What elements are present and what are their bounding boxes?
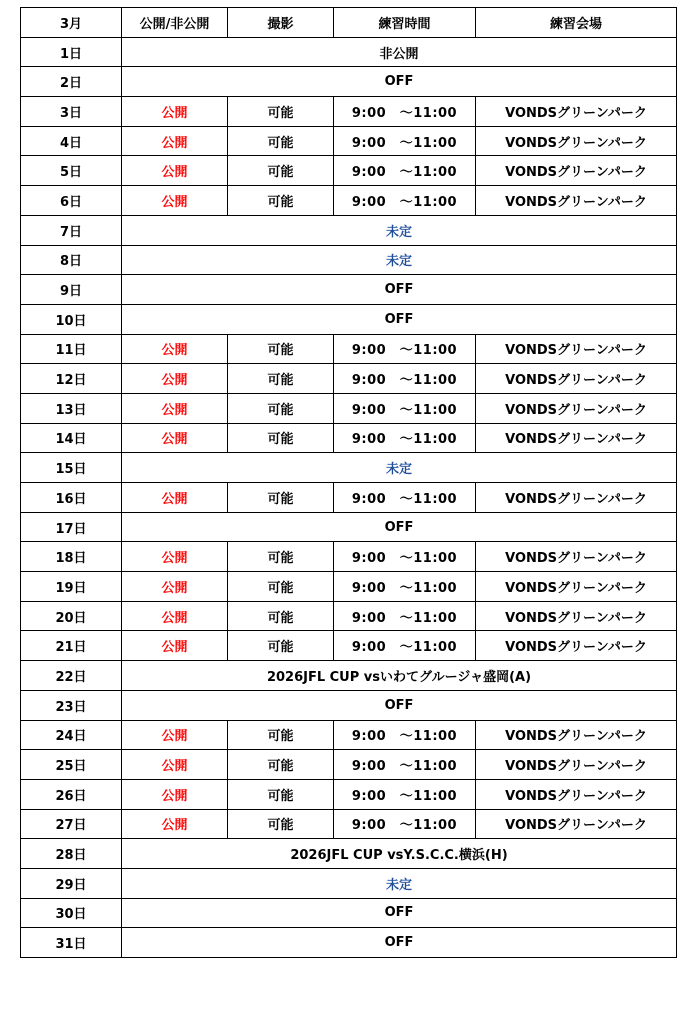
tbd-cell: 未定 xyxy=(122,215,677,245)
day-cell: 2日 xyxy=(21,67,122,97)
day-cell: 3日 xyxy=(21,97,122,127)
practice-time-cell: 9:00 ～11:00 xyxy=(334,750,476,780)
practice-time-cell: 9:00 ～11:00 xyxy=(334,186,476,216)
schedule-row xyxy=(21,126,677,156)
schedule-row xyxy=(21,275,677,305)
day-cell: 12日 xyxy=(21,364,122,394)
header-row xyxy=(21,8,677,38)
public-status-cell: 公開 xyxy=(122,156,228,186)
merged-note-cell: 2026JFL CUP vsいわてグルージャ盛岡(A) xyxy=(122,661,677,691)
day-cell: 22日 xyxy=(21,661,122,691)
photo-status-cell: 可能 xyxy=(228,393,334,423)
photo-status-cell: 可能 xyxy=(228,334,334,364)
schedule-row xyxy=(21,779,677,809)
practice-time-cell: 9:00 ～11:00 xyxy=(334,631,476,661)
schedule-row xyxy=(21,483,677,513)
schedule-row xyxy=(21,245,677,275)
public-status-cell: 公開 xyxy=(122,572,228,602)
practice-venue-cell: VONDSグリーンパーク xyxy=(476,156,677,186)
schedule-row xyxy=(21,423,677,453)
day-cell: 18日 xyxy=(21,542,122,572)
schedule-row xyxy=(21,67,677,97)
photo-status-cell: 可能 xyxy=(228,572,334,602)
photo-status-cell: 可能 xyxy=(228,483,334,513)
header-time: 練習時間 xyxy=(334,8,476,38)
day-cell: 19日 xyxy=(21,572,122,602)
day-cell: 5日 xyxy=(21,156,122,186)
tbd-cell: 未定 xyxy=(122,868,677,898)
merged-note-cell: 2026JFL CUP vsY.S.C.C.横浜(H) xyxy=(122,839,677,869)
photo-status-cell: 可能 xyxy=(228,601,334,631)
public-status-cell: 公開 xyxy=(122,364,228,394)
practice-venue-cell: VONDSグリーンパーク xyxy=(476,97,677,127)
schedule-row xyxy=(21,542,677,572)
schedule-row xyxy=(21,334,677,364)
day-cell: 28日 xyxy=(21,839,122,869)
practice-time-cell: 9:00 ～11:00 xyxy=(334,393,476,423)
photo-status-cell: 可能 xyxy=(228,126,334,156)
day-cell: 24日 xyxy=(21,720,122,750)
schedule-row xyxy=(21,750,677,780)
photo-status-cell: 可能 xyxy=(228,720,334,750)
day-cell: 9日 xyxy=(21,275,122,305)
schedule-row xyxy=(21,215,677,245)
public-status-cell: 公開 xyxy=(122,542,228,572)
practice-time-cell: 9:00 ～11:00 xyxy=(334,720,476,750)
photo-status-cell: 可能 xyxy=(228,779,334,809)
practice-venue-cell: VONDSグリーンパーク xyxy=(476,334,677,364)
day-cell: 20日 xyxy=(21,601,122,631)
practice-venue-cell: VONDSグリーンパーク xyxy=(476,809,677,839)
practice-time-cell: 9:00 ～11:00 xyxy=(334,809,476,839)
header-photo: 撮影 xyxy=(228,8,334,38)
practice-time-cell: 9:00 ～11:00 xyxy=(334,334,476,364)
public-status-cell: 公開 xyxy=(122,601,228,631)
day-cell: 30日 xyxy=(21,898,122,928)
schedule-row xyxy=(21,512,677,542)
header-public: 公開/非公開 xyxy=(122,8,228,38)
practice-time-cell: 9:00 ～11:00 xyxy=(334,423,476,453)
day-cell: 25日 xyxy=(21,750,122,780)
merged-note-cell: OFF xyxy=(122,928,677,958)
merged-note-cell: OFF xyxy=(122,67,677,97)
practice-venue-cell: VONDSグリーンパーク xyxy=(476,572,677,602)
photo-status-cell: 可能 xyxy=(228,542,334,572)
public-status-cell: 公開 xyxy=(122,393,228,423)
day-cell: 10日 xyxy=(21,304,122,334)
photo-status-cell: 可能 xyxy=(228,809,334,839)
day-cell: 29日 xyxy=(21,868,122,898)
photo-status-cell: 可能 xyxy=(228,750,334,780)
day-cell: 21日 xyxy=(21,631,122,661)
merged-note-cell: OFF xyxy=(122,512,677,542)
public-status-cell: 公開 xyxy=(122,631,228,661)
schedule-row xyxy=(21,304,677,334)
schedule-row xyxy=(21,868,677,898)
practice-venue-cell: VONDSグリーンパーク xyxy=(476,542,677,572)
day-cell: 8日 xyxy=(21,245,122,275)
day-cell: 7日 xyxy=(21,215,122,245)
public-status-cell: 公開 xyxy=(122,483,228,513)
public-status-cell: 公開 xyxy=(122,97,228,127)
photo-status-cell: 可能 xyxy=(228,423,334,453)
schedule-row xyxy=(21,720,677,750)
tbd-cell: 未定 xyxy=(122,453,677,483)
schedule-row xyxy=(21,393,677,423)
photo-status-cell: 可能 xyxy=(228,156,334,186)
practice-time-cell: 9:00 ～11:00 xyxy=(334,126,476,156)
practice-venue-cell: VONDSグリーンパーク xyxy=(476,750,677,780)
day-cell: 6日 xyxy=(21,186,122,216)
schedule-row xyxy=(21,364,677,394)
practice-time-cell: 9:00 ～11:00 xyxy=(334,542,476,572)
schedule-row xyxy=(21,631,677,661)
schedule-row xyxy=(21,839,677,869)
schedule-row xyxy=(21,453,677,483)
practice-time-cell: 9:00 ～11:00 xyxy=(334,779,476,809)
day-cell: 27日 xyxy=(21,809,122,839)
practice-time-cell: 9:00 ～11:00 xyxy=(334,483,476,513)
schedule-body xyxy=(21,37,677,957)
practice-venue-cell: VONDSグリーンパーク xyxy=(476,720,677,750)
merged-note-cell: OFF xyxy=(122,690,677,720)
practice-time-cell: 9:00 ～11:00 xyxy=(334,601,476,631)
day-cell: 26日 xyxy=(21,779,122,809)
practice-time-cell: 9:00 ～11:00 xyxy=(334,156,476,186)
schedule-row xyxy=(21,186,677,216)
day-cell: 31日 xyxy=(21,928,122,958)
practice-venue-cell: VONDSグリーンパーク xyxy=(476,186,677,216)
merged-note-cell: 非公開 xyxy=(122,37,677,67)
practice-time-cell: 9:00 ～11:00 xyxy=(334,97,476,127)
merged-note-cell: OFF xyxy=(122,898,677,928)
day-cell: 11日 xyxy=(21,334,122,364)
public-status-cell: 公開 xyxy=(122,423,228,453)
public-status-cell: 公開 xyxy=(122,779,228,809)
day-cell: 16日 xyxy=(21,483,122,513)
day-cell: 13日 xyxy=(21,393,122,423)
schedule-row xyxy=(21,928,677,958)
header-month: 3月 xyxy=(21,8,122,38)
practice-venue-cell: VONDSグリーンパーク xyxy=(476,779,677,809)
public-status-cell: 公開 xyxy=(122,126,228,156)
public-status-cell: 公開 xyxy=(122,750,228,780)
practice-venue-cell: VONDSグリーンパーク xyxy=(476,423,677,453)
public-status-cell: 公開 xyxy=(122,720,228,750)
schedule-row xyxy=(21,601,677,631)
practice-venue-cell: VONDSグリーンパーク xyxy=(476,126,677,156)
schedule-row xyxy=(21,898,677,928)
tbd-cell: 未定 xyxy=(122,245,677,275)
practice-time-cell: 9:00 ～11:00 xyxy=(334,364,476,394)
photo-status-cell: 可能 xyxy=(228,364,334,394)
practice-venue-cell: VONDSグリーンパーク xyxy=(476,601,677,631)
practice-venue-cell: VONDSグリーンパーク xyxy=(476,483,677,513)
practice-venue-cell: VONDSグリーンパーク xyxy=(476,364,677,394)
day-cell: 15日 xyxy=(21,453,122,483)
schedule-row xyxy=(21,809,677,839)
schedule-row xyxy=(21,661,677,691)
public-status-cell: 公開 xyxy=(122,809,228,839)
header-venue: 練習会場 xyxy=(476,8,677,38)
photo-status-cell: 可能 xyxy=(228,97,334,127)
day-cell: 23日 xyxy=(21,690,122,720)
schedule-row xyxy=(21,97,677,127)
practice-venue-cell: VONDSグリーンパーク xyxy=(476,631,677,661)
day-cell: 1日 xyxy=(21,37,122,67)
schedule-row xyxy=(21,690,677,720)
schedule-row xyxy=(21,156,677,186)
schedule-row xyxy=(21,572,677,602)
practice-time-cell: 9:00 ～11:00 xyxy=(334,572,476,602)
photo-status-cell: 可能 xyxy=(228,631,334,661)
schedule-row xyxy=(21,37,677,67)
public-status-cell: 公開 xyxy=(122,186,228,216)
photo-status-cell: 可能 xyxy=(228,186,334,216)
day-cell: 14日 xyxy=(21,423,122,453)
public-status-cell: 公開 xyxy=(122,334,228,364)
merged-note-cell: OFF xyxy=(122,304,677,334)
day-cell: 17日 xyxy=(21,512,122,542)
practice-venue-cell: VONDSグリーンパーク xyxy=(476,393,677,423)
practice-schedule-table xyxy=(20,7,677,958)
day-cell: 4日 xyxy=(21,126,122,156)
merged-note-cell: OFF xyxy=(122,275,677,305)
